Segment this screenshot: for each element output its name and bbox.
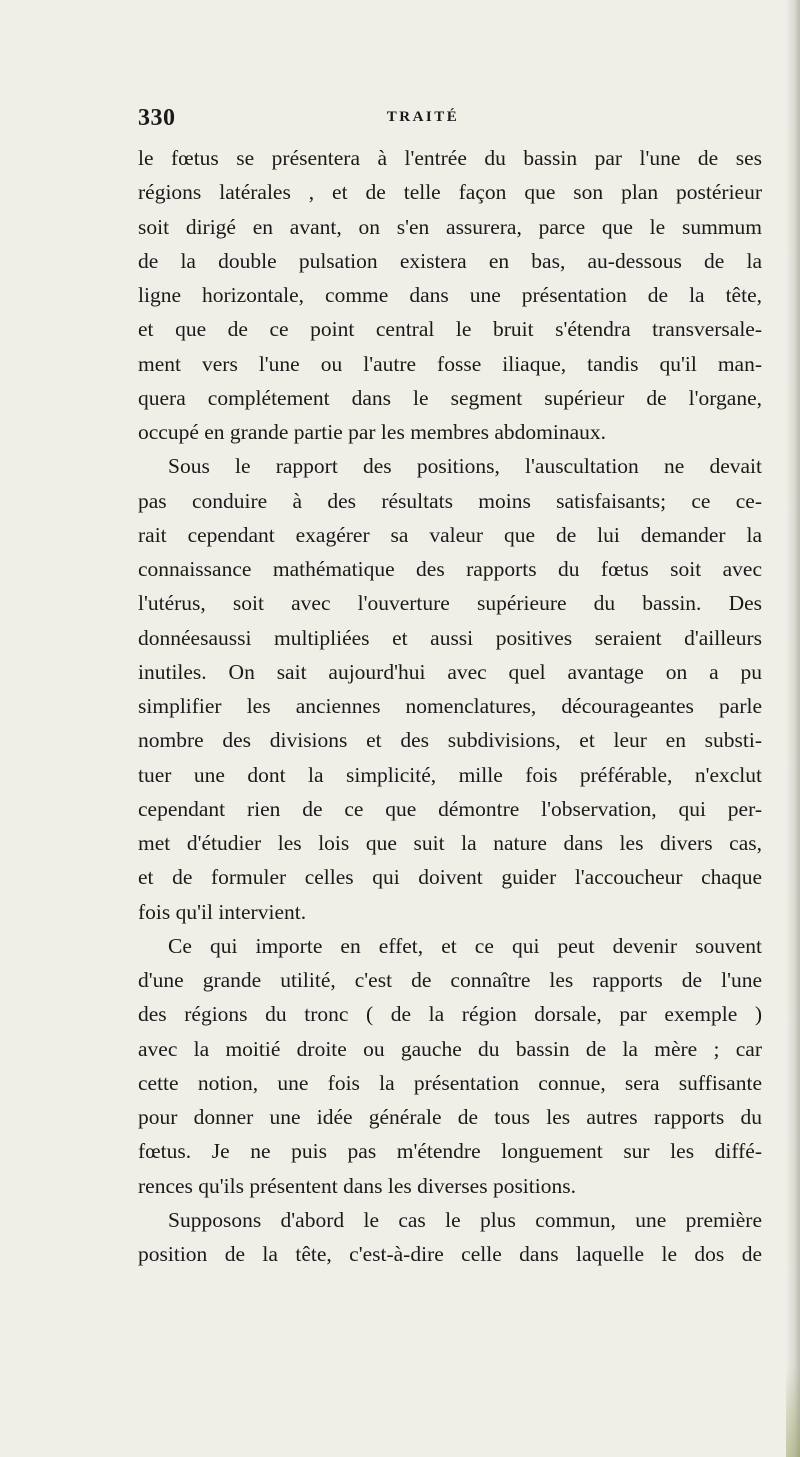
- page-edge-shadow: [786, 0, 800, 1457]
- text-line: fois qu'il intervient.: [138, 899, 307, 924]
- paragraph-start-line: Supposons d'abord le cas le plus commun, une première: [168, 1207, 762, 1232]
- text-line: occupé en grande partie par les membres abdominaux.: [138, 420, 607, 444]
- text-line: l'utérus, soit avec l'ouverture supérieure du bassin. Des: [138, 591, 762, 616]
- text-line: rences qu'ils présentent dans les diverses positions.: [138, 1173, 576, 1198]
- text-line: ment vers l'une ou l'autre fosse iliaque, tandis qu'il man-: [138, 351, 762, 376]
- running-title: TRAITÉ: [386, 109, 460, 125]
- text-line: pour donner une idée générale de tous les autres rapports du: [138, 1105, 762, 1129]
- text-line: met d'étudier les lois que suit la nature dans les divers cas,: [138, 831, 762, 855]
- text-line: cette notion, une fois la présentation connue, sera suffisante: [138, 1070, 762, 1095]
- text-line: des régions du tronc ( de la région dorsale, par exemple ): [138, 1002, 762, 1027]
- text-line: connaissance mathématique des rapports du fœtus soit avec: [138, 557, 762, 581]
- page-edge-stain: [786, 1367, 800, 1457]
- text-line: d'une grande utilité, c'est de connaître les rapports de l'une: [138, 968, 762, 992]
- text-line: ligne horizontale, comme dans une présentation de la tête,: [138, 283, 762, 307]
- text-line: et que de ce point central le bruit s'étendra transversale-: [138, 317, 762, 342]
- text-line: nombre des divisions et des subdivisions, et leur en substi-: [138, 728, 762, 753]
- text-line: de la double pulsation existera en bas, au-dessous de la: [138, 248, 762, 273]
- paragraph-start-line: Sous le rapport des positions, l'auscultation ne devait: [168, 454, 762, 479]
- text-line: pas conduire à des résultats moins satisfaisants; ce ce-: [138, 488, 762, 513]
- text-line: fœtus. Je ne puis pas m'étendre longuement sur les diffé-: [138, 1139, 762, 1164]
- page-number: 330: [138, 105, 176, 131]
- text-line: et de formuler celles qui doivent guider l'accoucheur chaque: [138, 865, 762, 890]
- text-line: cependant rien de ce que démontre l'observation, qui per-: [138, 796, 762, 821]
- text-line: quera complétement dans le segment supérieur de l'organe,: [138, 385, 762, 410]
- text-line: donnéesaussi multipliées et aussi positives seraient d'ailleurs: [138, 625, 762, 650]
- text-line: position de la tête, c'est-à-dire celle dans laquelle le dos de: [138, 1242, 762, 1266]
- running-head: [138, 105, 678, 135]
- text-line: avec la moitié droite ou gauche du bassin de la mère ; car: [138, 1036, 762, 1061]
- text-line: simplifier les anciennes nomenclatures, décourageantes parle: [138, 694, 762, 718]
- text-line: tuer une dont la simplicité, mille fois préférable, n'exclut: [138, 762, 762, 787]
- paragraph-start-line: Ce qui importe en effet, et ce qui peut devenir souvent: [168, 933, 762, 958]
- body-text: [138, 141, 762, 1271]
- text-line: soit dirigé en avant, on s'en assurera, parce que le summum: [138, 214, 762, 239]
- text-line: inutiles. On sait aujourd'hui avec quel avantage on a pu: [138, 659, 762, 684]
- text-line: le fœtus se présentera à l'entrée du bassin par l'une de ses: [138, 146, 762, 170]
- text-line: rait cependant exagérer sa valeur que de lui demander la: [138, 522, 762, 547]
- text-line: régions latérales , et de telle façon que son plan postérieur: [138, 180, 762, 205]
